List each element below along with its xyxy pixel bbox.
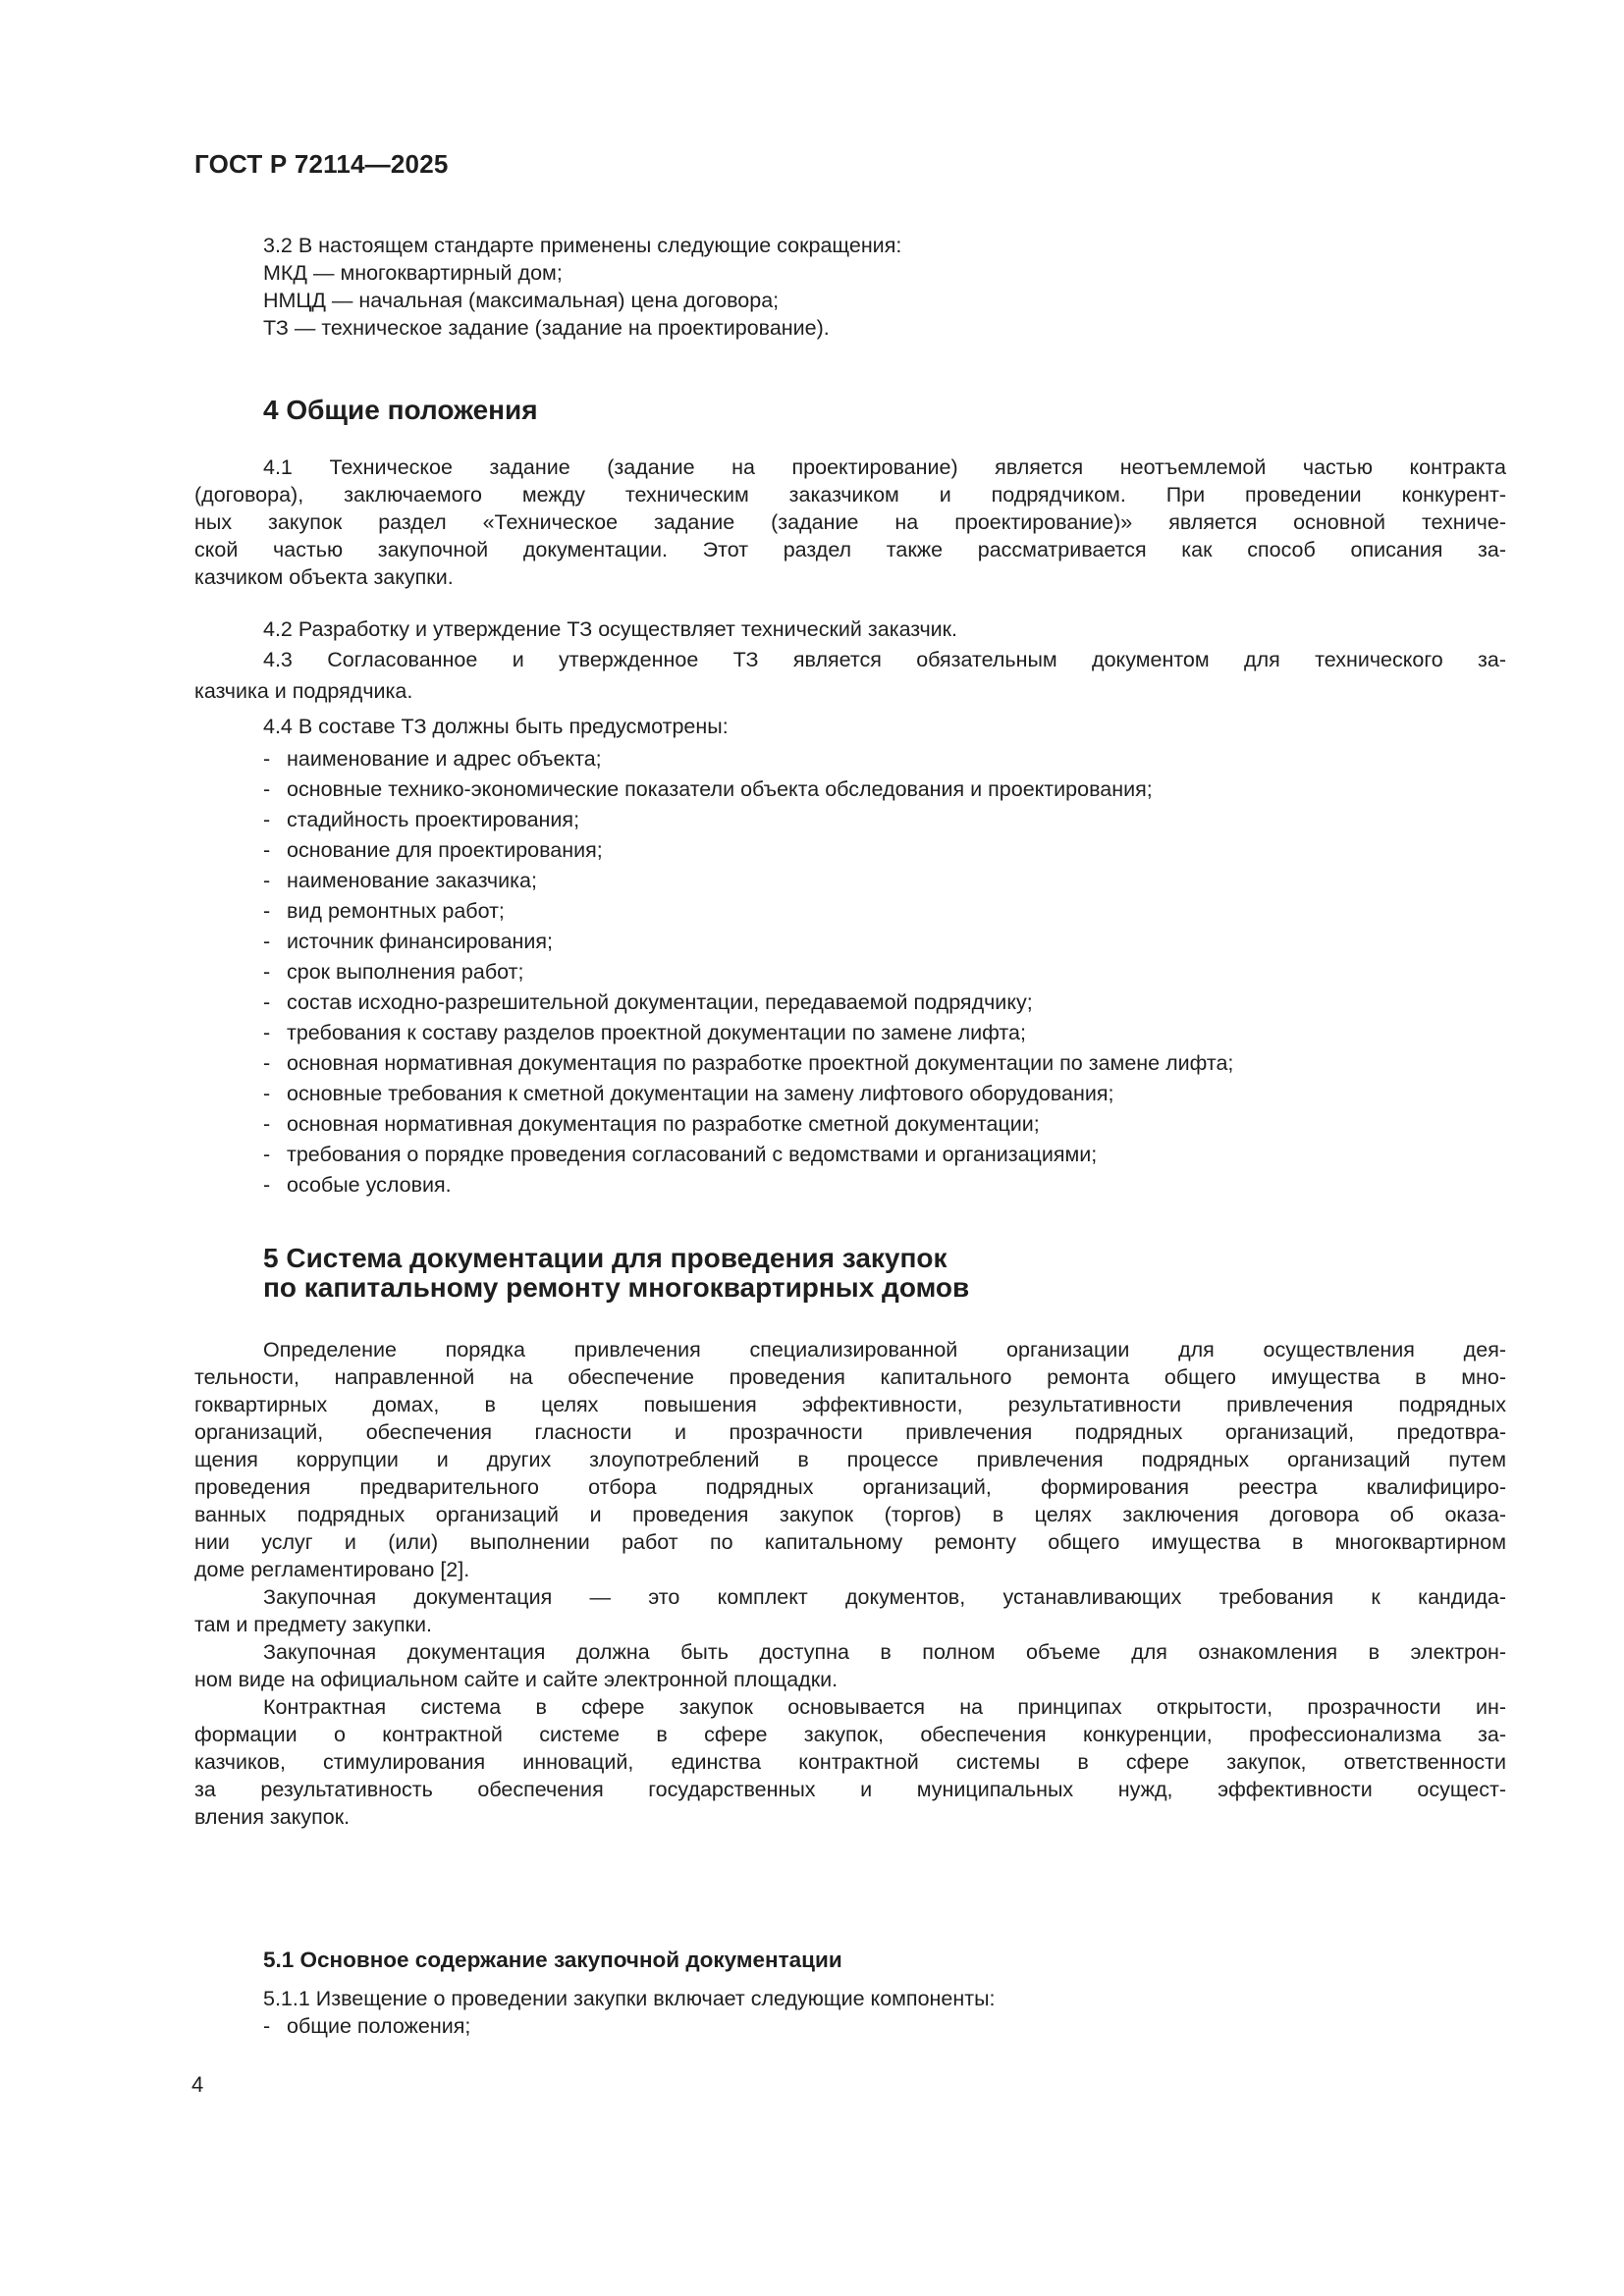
list-item: - общие положения; — [263, 2014, 471, 2038]
paragraph-line: щения коррупции и других злоупотреблений в процессе привлечения подрядных организаций путем — [194, 1448, 1506, 1471]
list-marker: - — [263, 1021, 271, 1044]
section-5-paragraph-4 — [194, 1693, 1506, 1831]
paragraph-4-1 — [194, 454, 1506, 591]
abbreviations-intro: 3.2 В настоящем стандарте применены следующие сокращения: — [263, 234, 902, 257]
section-5-paragraph-3 — [194, 1638, 1506, 1693]
list-item: - стадийность проектирования; — [194, 805, 1506, 835]
list-marker: - — [263, 1112, 271, 1136]
abbreviation-item: МКД — многоквартирный дом; — [263, 261, 563, 285]
list-item: - основные технико-экономические показатели объекта обследования и проектирования; — [194, 774, 1506, 805]
abbreviation-item: ТЗ — техническое задание (задание на проектирование). — [263, 316, 830, 340]
list-marker: - — [263, 1143, 271, 1166]
paragraph-line: казчика и подрядчика. — [194, 679, 413, 703]
paragraph-line: ном виде на официальном сайте и сайте электронной площадки. — [194, 1668, 839, 1691]
section-5-paragraph-2 — [194, 1583, 1506, 1638]
list-marker: - — [263, 899, 271, 923]
list-item: - основные требования к сметной документации на замену лифтового оборудования; — [194, 1079, 1506, 1109]
paragraph-line: вления закупок. — [194, 1805, 351, 1829]
list-marker: - — [263, 1051, 271, 1075]
subsection-5-1-title: 5.1 Основное содержание закупочной документации — [263, 1948, 842, 1972]
list-marker: - — [263, 930, 271, 953]
paragraph-line: доме регламентировано [2]. — [194, 1558, 470, 1581]
tz-contents-list — [194, 744, 1506, 1201]
paragraph-5-1-1 — [194, 1985, 1506, 2040]
paragraph-line: 5.1.1 Извещение о проведении закупки включает следующие компоненты: — [263, 1987, 996, 2010]
list-marker: - — [263, 1173, 271, 1197]
paragraph-line: формации о контрактной системе в сфере закупок, обеспечения конкуренции, профессионализма за- — [194, 1723, 1506, 1746]
list-item: - основная нормативная документация по разработке проектной документации по замене лифта; — [194, 1048, 1506, 1079]
list-marker: - — [263, 869, 271, 892]
paragraph-line: 4.1 Техническое задание (задание на проектирование) является неотъемлемой частью контракта — [263, 455, 1506, 479]
list-item: - срок выполнения работ; — [194, 957, 1506, 988]
paragraph-line: казчиков, стимулирования инноваций, единства контрактной системы в сфере закупок, ответственности — [194, 1750, 1506, 1774]
list-item: - наименование и адрес объекта; — [194, 744, 1506, 774]
section-5-title-line-2: по капитальному ремонту многоквартирных домов — [263, 1272, 970, 1303]
page-number: 4 — [191, 2072, 204, 2097]
paragraph-line: 4.2 Разработку и утверждение ТЗ осуществляет технический заказчик. — [263, 617, 958, 641]
list-item: - особые условия. — [194, 1170, 1506, 1201]
paragraph-line: (договора), заключаемого между техническим заказчиком и подрядчиком. При проведении конкурент- — [194, 483, 1506, 507]
paragraph-4-2 — [194, 615, 1506, 643]
abbreviation-item: НМЦД — начальная (максимальная) цена договора; — [263, 289, 780, 312]
paragraph-line: за результативность обеспечения государственных и муниципальных нужд, эффективности осущест- — [194, 1778, 1506, 1801]
paragraph-4-3 — [194, 646, 1506, 705]
paragraph-line: нии услуг и (или) выполнении работ по капитальному ремонту общего имущества в многоквартирном — [194, 1530, 1506, 1554]
paragraph-line: 4.3 Согласованное и утвержденное ТЗ является обязательным документом для технического за- — [263, 648, 1506, 671]
paragraph-line: Определение порядка привлечения специализированной организации для осуществления дея- — [263, 1338, 1506, 1362]
section-4-title: 4 Общие положения — [263, 395, 538, 425]
list-marker: - — [263, 1082, 271, 1105]
list-item: - требования о порядке проведения согласований с ведомствами и организациями; — [194, 1140, 1506, 1170]
list-marker: - — [263, 777, 271, 801]
list-marker: - — [263, 990, 271, 1014]
paragraph-4-4 — [194, 713, 1506, 740]
list-marker: - — [263, 838, 271, 862]
section-5-title — [263, 1244, 969, 1303]
section-5-title-line-1: 5 Система документации для проведения закупок — [263, 1243, 947, 1273]
paragraph-line: Закупочная документация должна быть доступна в полном объеме для ознакомления в электрон- — [263, 1640, 1506, 1664]
list-item: - вид ремонтных работ; — [194, 896, 1506, 927]
list-marker: - — [263, 2014, 271, 2038]
paragraph-line: Закупочная документация — это комплект документов, устанавливающих требования к кандида- — [263, 1585, 1506, 1609]
list-marker: - — [263, 960, 271, 984]
list-item: - основание для проектирования; — [194, 835, 1506, 866]
list-item: - состав исходно-разрешительной документации, передаваемой подрядчику; — [194, 988, 1506, 1018]
document-code-header: ГОСТ Р 72114—2025 — [194, 149, 449, 179]
paragraph-line: Контрактная система в сфере закупок основывается на принципах открытости, прозрачности ин- — [263, 1695, 1506, 1719]
paragraph-line: организаций, обеспечения гласности и прозрачности привлечения подрядных организаций, предотвра- — [194, 1420, 1506, 1444]
abbreviations-block — [194, 232, 1506, 342]
paragraph-line: ванных подрядных организаций и проведения закупок (торгов) в целях заключения договора об оказа- — [194, 1503, 1506, 1526]
list-item: - наименование заказчика; — [194, 866, 1506, 896]
section-5-paragraph-1 — [194, 1336, 1506, 1583]
list-item: - источник финансирования; — [194, 927, 1506, 957]
paragraph-line: казчиком объекта закупки. — [194, 565, 454, 589]
paragraph-line: проведения предварительного отбора подрядных организаций, формирования реестра квалифициро- — [194, 1475, 1506, 1499]
paragraph-line: там и предмету закупки. — [194, 1613, 433, 1636]
list-item: - основная нормативная документация по разработке сметной документации; — [194, 1109, 1506, 1140]
paragraph-line: ской частью закупочной документации. Этот раздел также рассматривается как способ описания за- — [194, 538, 1506, 561]
paragraph-line: гоквартирных домах, в целях повышения эффективности, результативности привлечения подрядных — [194, 1393, 1506, 1416]
list-marker: - — [263, 808, 271, 831]
list-item: - требования к составу разделов проектной документации по замене лифта; — [194, 1018, 1506, 1048]
paragraph-line: тельности, направленной на обеспечение проведения капитального ремонта общего имущества в мно- — [194, 1365, 1506, 1389]
paragraph-line: 4.4 В составе ТЗ должны быть предусмотрены: — [263, 715, 729, 738]
paragraph-line: ных закупок раздел «Техническое задание (задание на проектирование)» является основной техниче- — [194, 510, 1506, 534]
list-marker: - — [263, 747, 271, 771]
